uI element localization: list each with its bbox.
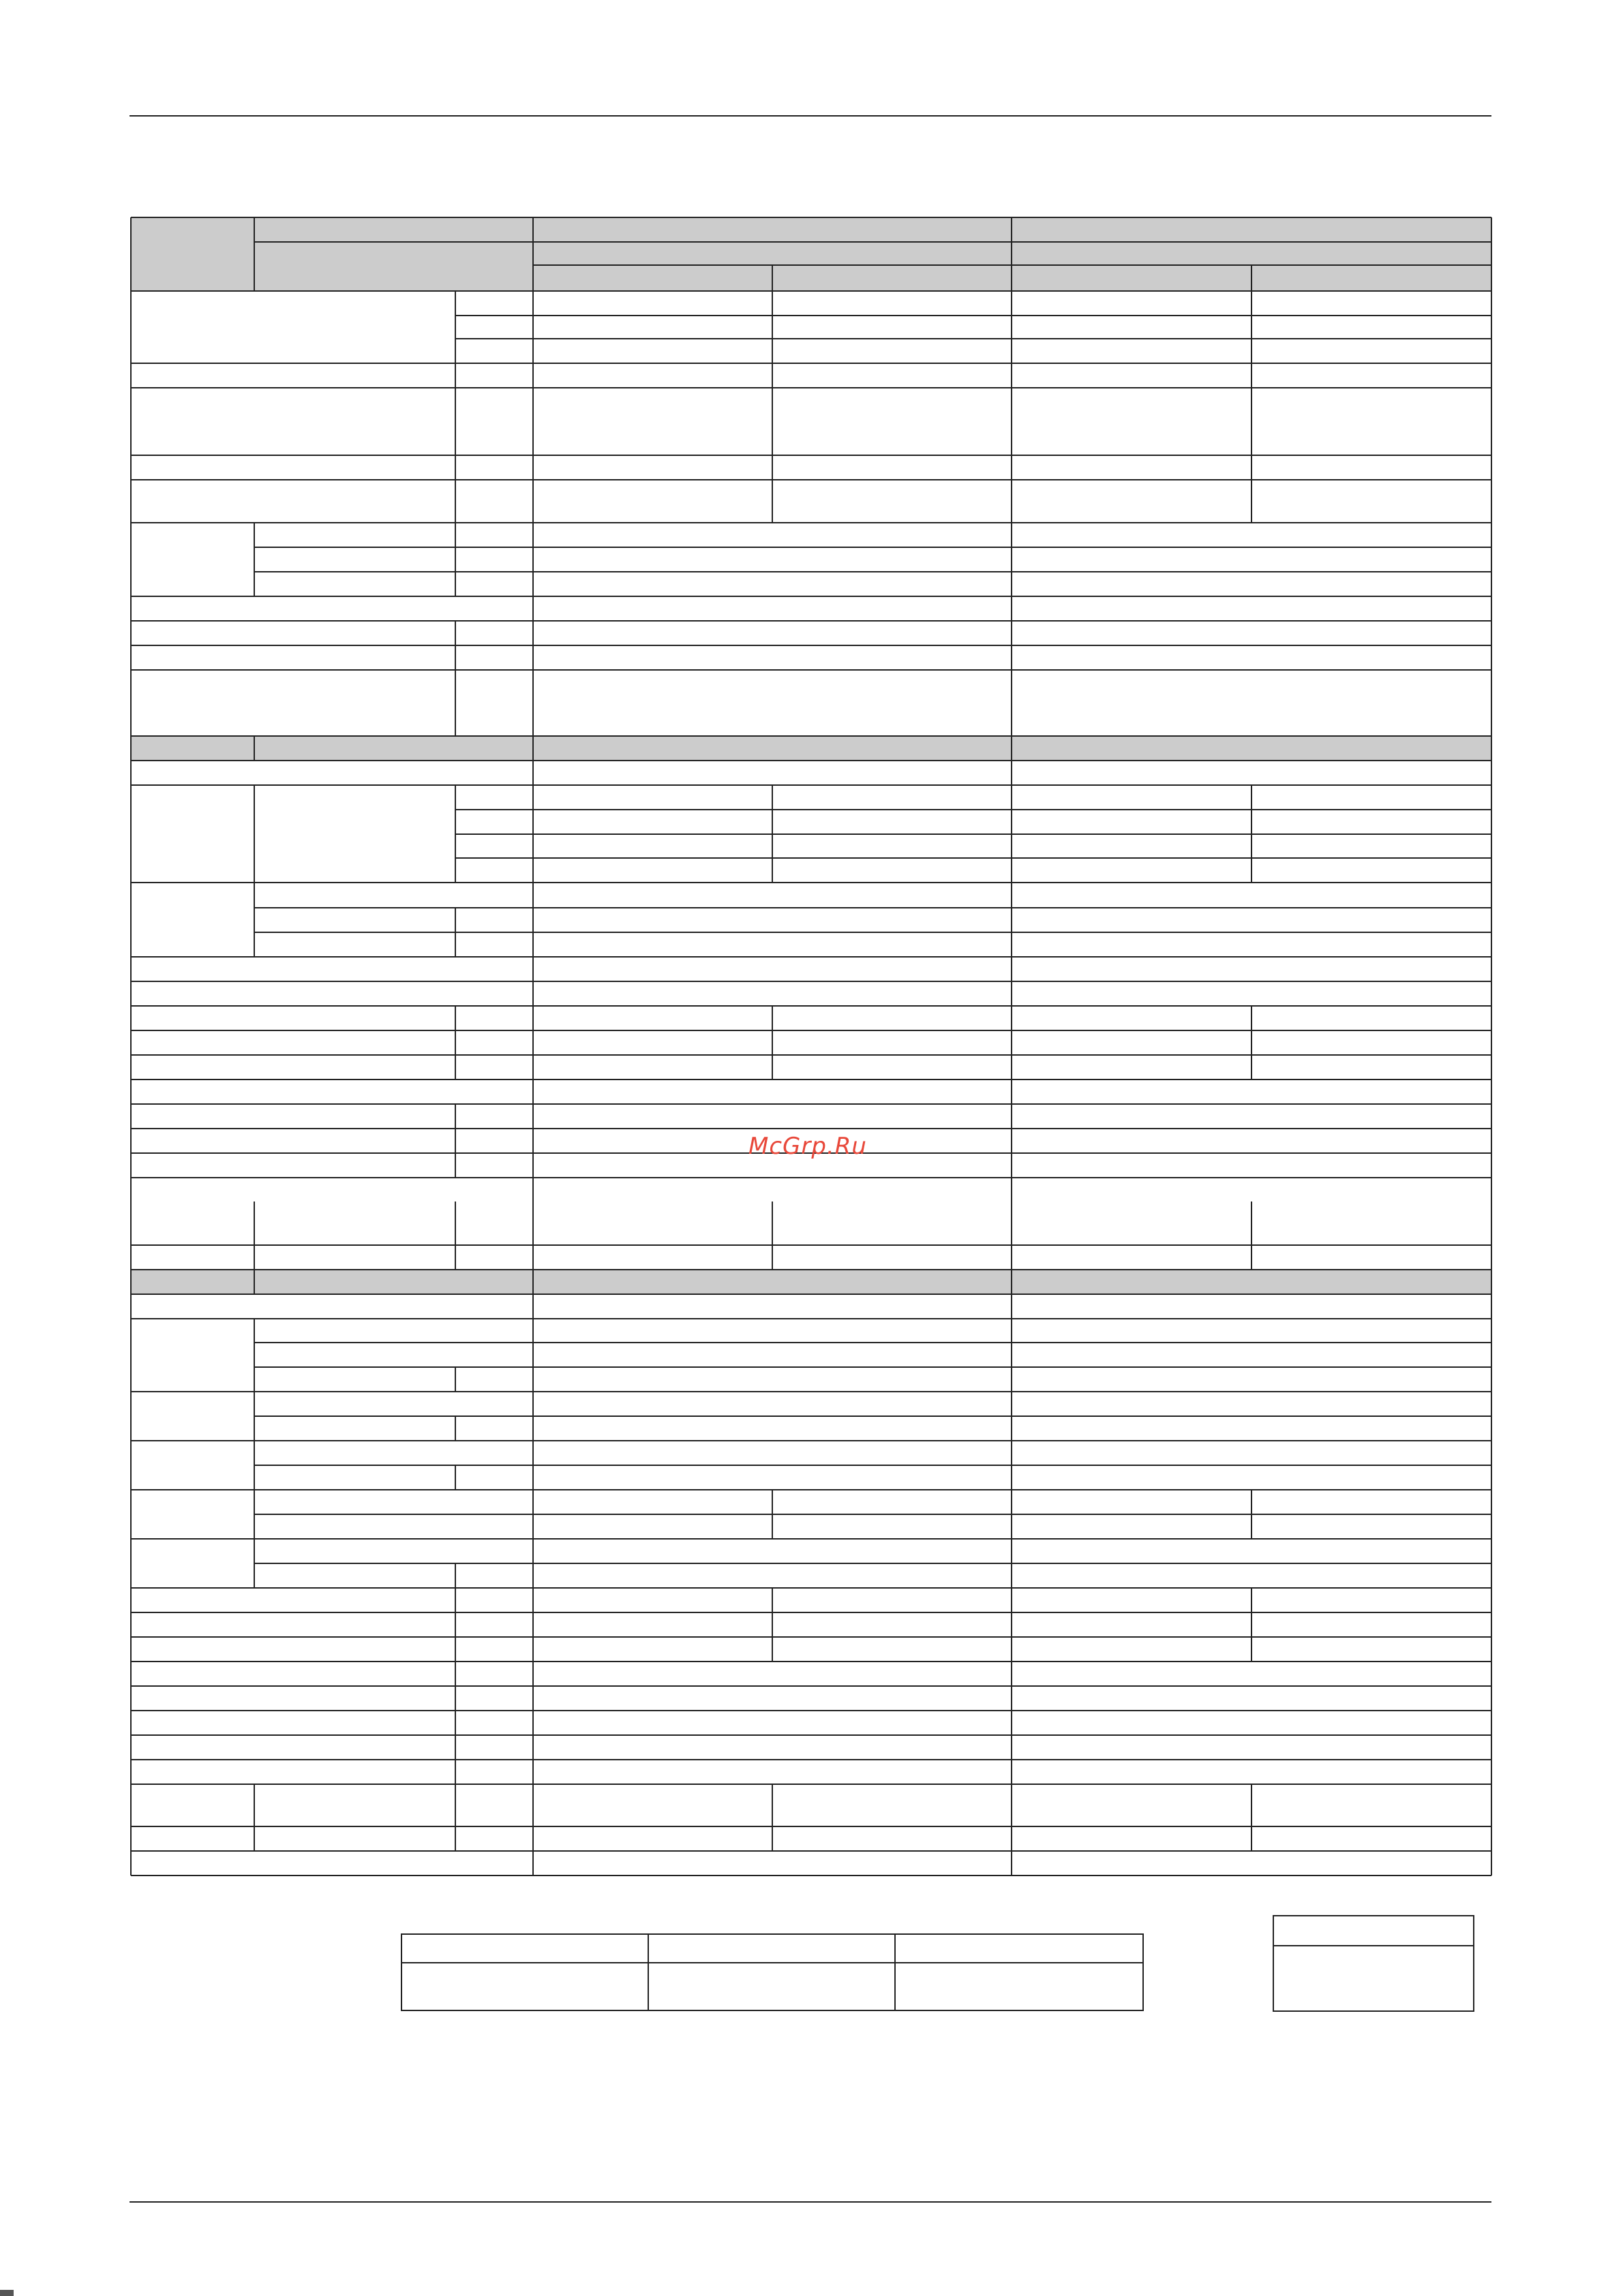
summary-cell: [648, 1933, 896, 1963]
summary-cell: [894, 1962, 1144, 2011]
summary-cell: [401, 1962, 649, 2011]
summary-cell: [648, 1962, 896, 2011]
side-box-header: [1273, 1915, 1474, 1946]
section-header-row: [131, 736, 1491, 761]
bottom-rule: [130, 2201, 1491, 2203]
summary-cell: [894, 1933, 1144, 1963]
section-header-row: [131, 1270, 1491, 1294]
page-edge-mark: [0, 2290, 14, 2296]
side-box-body: [1273, 1945, 1474, 2012]
header-cell: [254, 217, 533, 243]
corner-header-cell: [131, 217, 254, 291]
header-cell: [254, 242, 533, 291]
watermark-text: McGrp.Ru: [748, 1133, 867, 1160]
summary-cell: [401, 1933, 649, 1963]
